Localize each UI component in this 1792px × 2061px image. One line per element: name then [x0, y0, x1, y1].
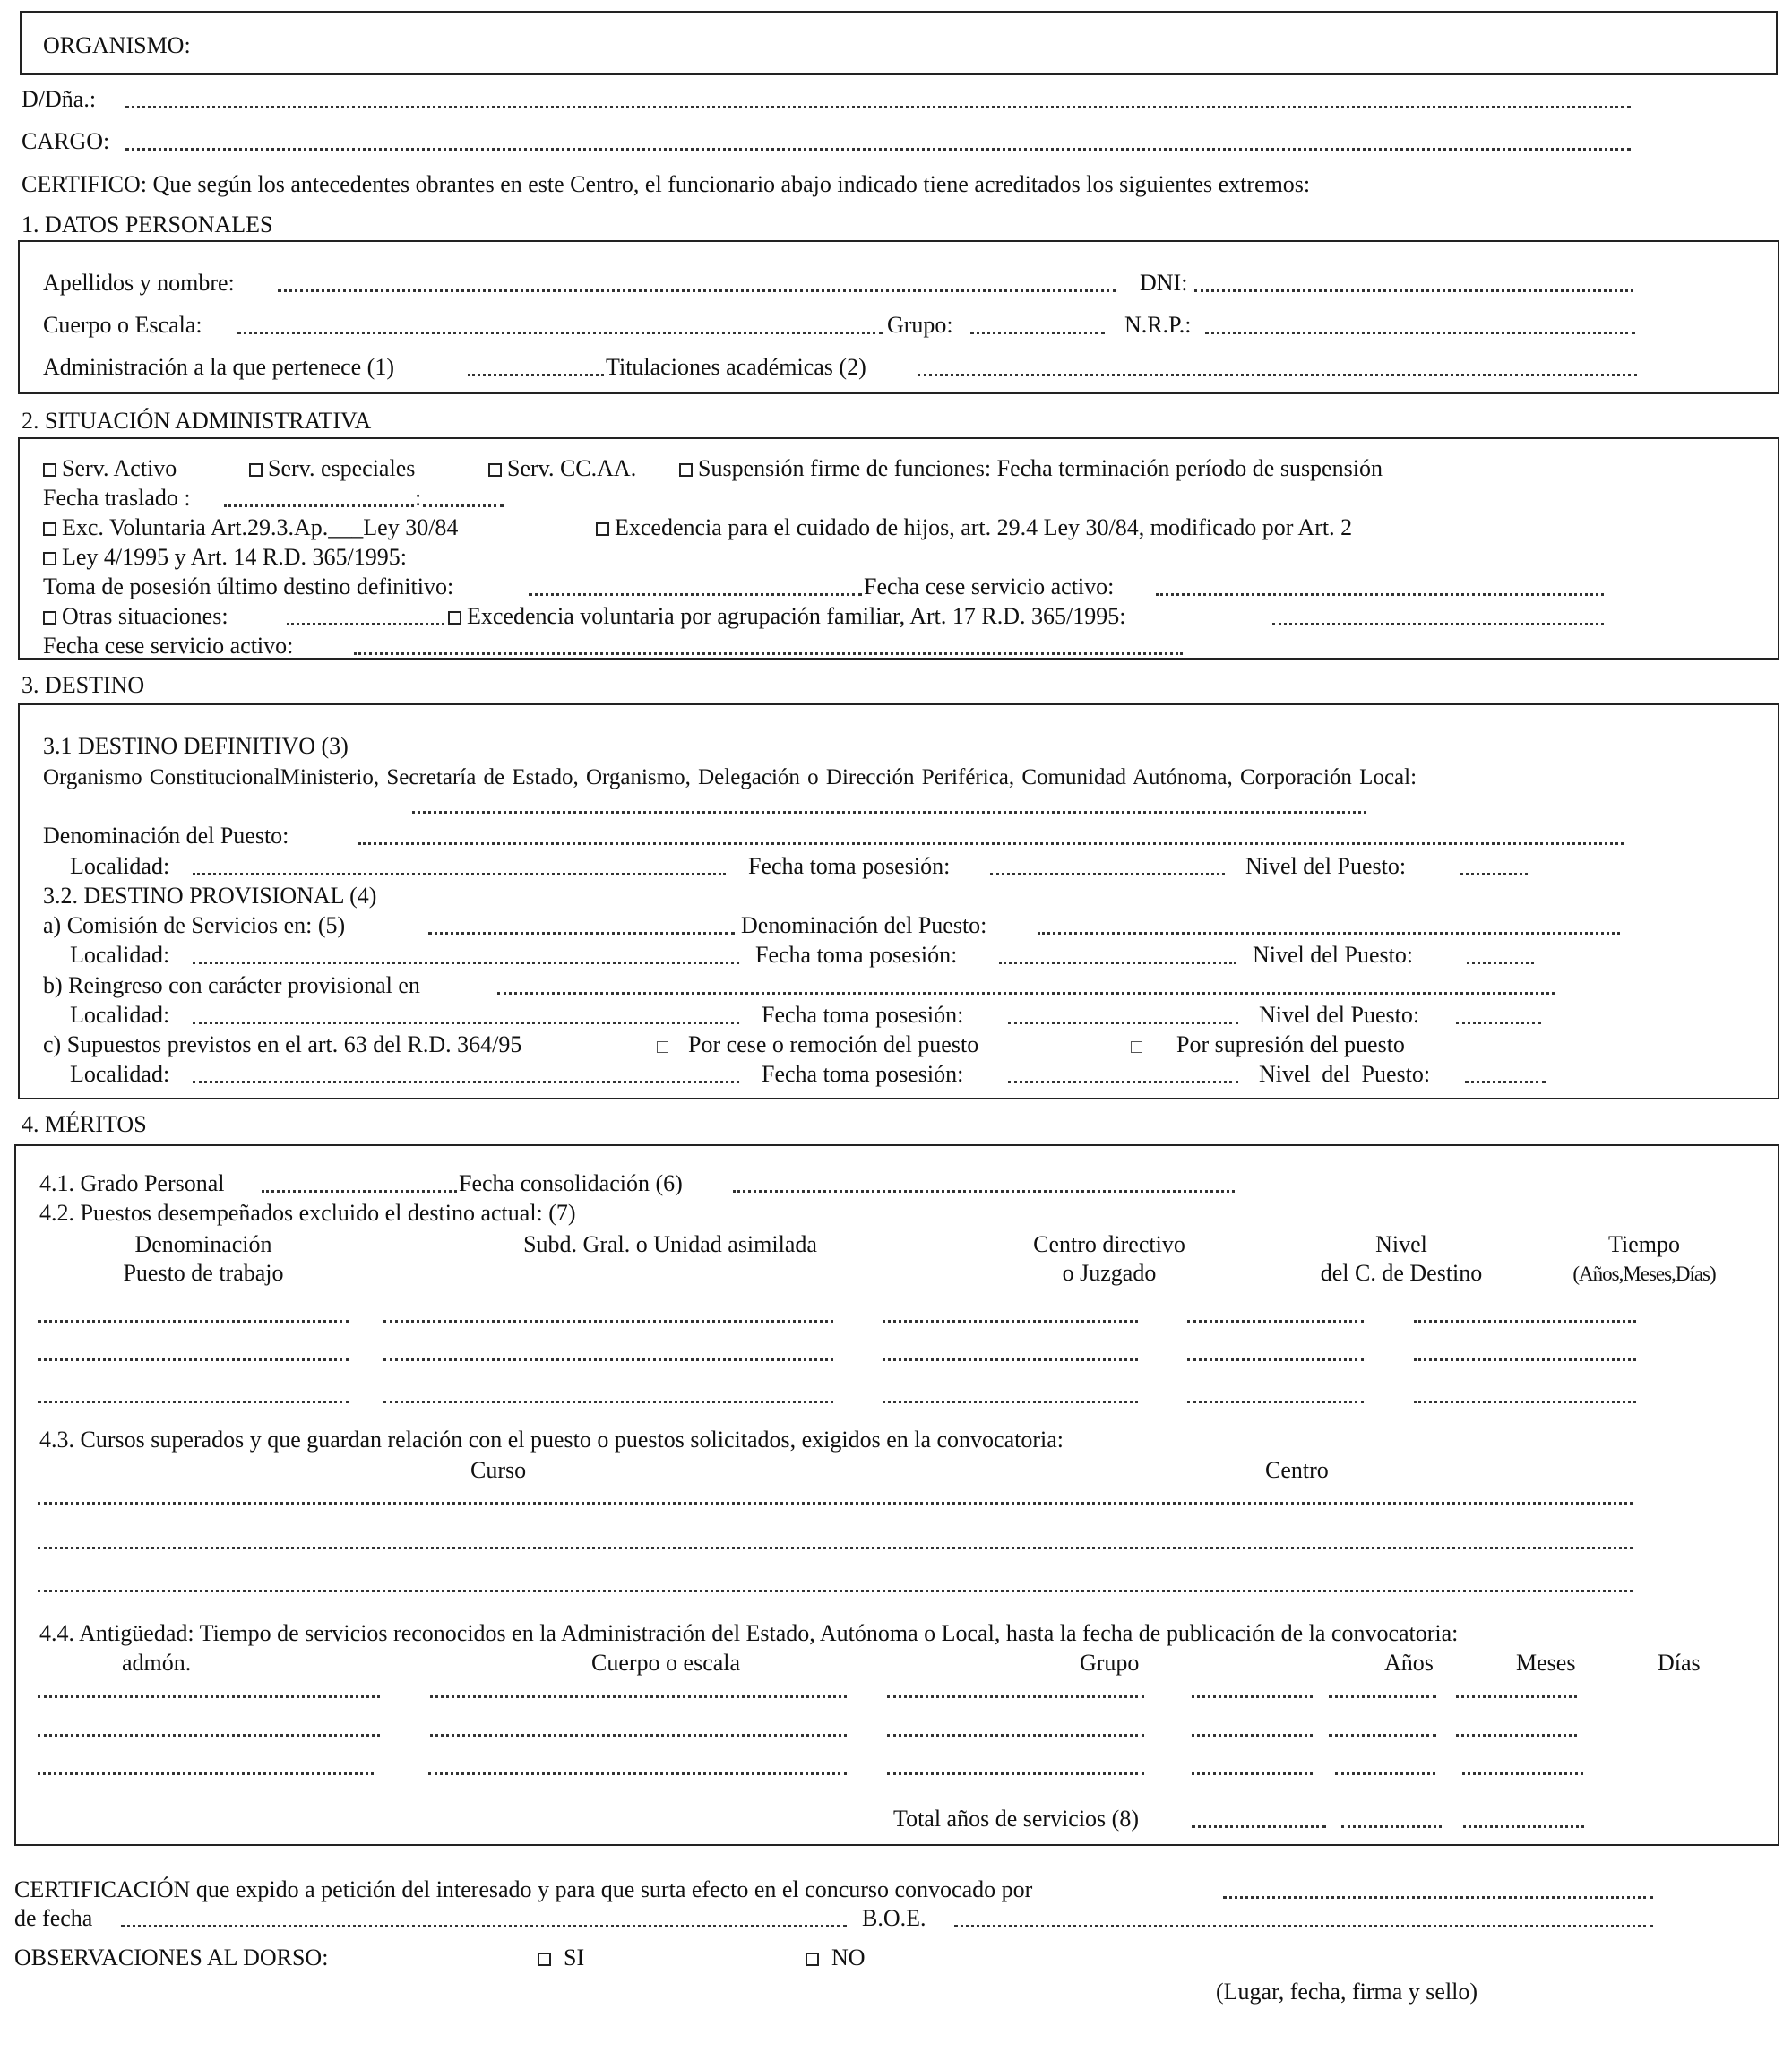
col-tiempo-1: Tiempo — [1608, 1231, 1680, 1257]
antiguedad-row-2-grupo[interactable] — [887, 1734, 1144, 1737]
puestos-row-2-nivel[interactable] — [1187, 1358, 1364, 1361]
otras-item — [43, 605, 228, 628]
fecha-traslado-field-1[interactable] — [224, 504, 414, 507]
denominacion-field[interactable] — [358, 842, 1624, 845]
antiguedad-row-3-admon[interactable] — [38, 1772, 374, 1775]
por-cese-checkbox[interactable] — [657, 1041, 668, 1053]
no-label: NO — [831, 1945, 866, 1970]
por-supresion-checkbox[interactable] — [1131, 1041, 1142, 1053]
dias-header: Días — [1658, 1650, 1701, 1676]
puestos-row-2-denom[interactable] — [38, 1358, 349, 1361]
no-checkbox[interactable] — [806, 1953, 819, 1966]
puestos-row-1-tiempo[interactable] — [1414, 1320, 1636, 1323]
exc-voluntaria-item — [43, 516, 458, 539]
supuestos-fecha-toma-label: Fecha toma posesión: — [762, 1061, 964, 1087]
cursos-label: 4.3. Cursos superados y que guardan relación con el puesto o puestos solicitados, exigidos en la convocatoria: — [39, 1427, 1064, 1453]
fecha-cese-label: Fecha cese servicio activo: — [864, 573, 1115, 599]
dona-field[interactable] — [125, 106, 1631, 108]
puestos-row-2-tiempo[interactable] — [1414, 1358, 1636, 1361]
cursos-row-2[interactable] — [38, 1547, 1633, 1549]
agrupacion-checkbox[interactable] — [448, 611, 461, 625]
puestos-label: 4.2. Puestos desempeñados excluido el destino actual: (7) — [39, 1200, 576, 1226]
ley-4-1995-item — [43, 546, 407, 569]
excedencia-hijos-item — [596, 516, 1352, 539]
supuestos-label: c) Supuestos previstos en el art. 63 del R.D. 364/95 — [43, 1031, 522, 1057]
denominacion-label: Denominación del Puesto: — [43, 823, 289, 849]
dona-label: D/Dña.: — [22, 86, 97, 112]
antiguedad-row-2-admon[interactable] — [38, 1734, 380, 1737]
reingreso-label: b) Reingreso con carácter provisional en — [43, 972, 420, 998]
otras-label: Otras situaciones: — [62, 603, 228, 629]
fecha-cese2-field[interactable] — [354, 652, 1183, 655]
organismo-constitucional-field[interactable] — [412, 811, 1366, 814]
antiguedad-row-2-meses[interactable] — [1329, 1734, 1436, 1737]
observaciones-label: OBSERVACIONES AL DORSO: — [14, 1945, 329, 1970]
fecha-cese-field[interactable] — [1156, 593, 1604, 596]
antiguedad-row-3-dias[interactable] — [1462, 1772, 1583, 1775]
reingreso-fecha-toma-field[interactable] — [1008, 1022, 1238, 1024]
section-3-title: 3. DESTINO — [22, 672, 145, 698]
excedencia-hijos-checkbox[interactable] — [596, 522, 609, 536]
grupo-label: Grupo: — [887, 312, 953, 338]
reingreso-localidad-label: Localidad: — [70, 1002, 170, 1028]
def-nivel-field[interactable] — [1460, 873, 1528, 875]
col-nivel-1: Nivel — [1375, 1231, 1427, 1257]
organismo-label: ORGANISMO: — [43, 32, 191, 58]
antiguedad-row-3-cuerpo[interactable] — [428, 1772, 847, 1775]
agrupacion-item — [448, 605, 1125, 628]
toma-posesion-field[interactable] — [529, 593, 862, 596]
supuestos-localidad-label: Localidad: — [70, 1061, 170, 1087]
col-denominacion-2: Puesto de trabajo — [123, 1260, 284, 1286]
reingreso-localidad-field[interactable] — [193, 1022, 739, 1024]
no-item — [806, 1946, 866, 1970]
comision-denominacion-label: Denominación del Puesto: — [741, 912, 987, 938]
anos-header: Años — [1384, 1650, 1434, 1676]
otras-field[interactable] — [287, 623, 444, 625]
exc-voluntaria-checkbox[interactable] — [43, 522, 56, 536]
otras-checkbox[interactable] — [43, 611, 56, 625]
dni-label: DNI: — [1140, 270, 1188, 296]
situacion-row-1 — [43, 457, 177, 480]
boe-field[interactable] — [954, 1925, 1653, 1927]
firma-label: (Lugar, fecha, firma y sello) — [1216, 1979, 1478, 2005]
fecha-traslado-field-2[interactable] — [423, 504, 504, 507]
de-fecha-field[interactable] — [121, 1925, 847, 1927]
comision-nivel-label: Nivel del Puesto: — [1253, 942, 1414, 968]
antiguedad-label: 4.4. Antigüedad: Tiempo de servicios reconocidos en la Administración del Estado, Autónoma o Local, hasta la fecha de publicación de la convocatoria: — [39, 1620, 1459, 1646]
supuestos-nivel-label: Nivel del Puesto: — [1259, 1061, 1431, 1087]
si-checkbox[interactable] — [538, 1953, 551, 1966]
cuerpo-field[interactable] — [237, 332, 883, 334]
por-supresion-item — [1131, 1033, 1405, 1056]
antiguedad-row-1-admon[interactable] — [38, 1695, 380, 1698]
total-meses-field[interactable] — [1341, 1825, 1442, 1828]
titulaciones-label: Titulaciones académicas (2) — [606, 354, 866, 380]
de-fecha-label: de fecha — [14, 1905, 93, 1931]
def-fecha-toma-field[interactable] — [990, 873, 1225, 875]
cargo-label: CARGO: — [22, 128, 110, 154]
puestos-row-3-tiempo[interactable] — [1414, 1401, 1636, 1403]
serv-especiales-checkbox[interactable] — [249, 463, 263, 477]
col-tiempo-2: (Años,Meses,Días) — [1572, 1263, 1716, 1285]
section-4-title: 4. MÉRITOS — [22, 1111, 147, 1137]
serv-ccaa-item — [488, 457, 636, 480]
cargo-field[interactable] — [125, 148, 1631, 151]
antiguedad-row-1-grupo[interactable] — [887, 1695, 1144, 1698]
puestos-row-3-nivel[interactable] — [1187, 1401, 1364, 1403]
reingreso-nivel-label: Nivel del Puesto: — [1259, 1002, 1420, 1028]
section-1-title: 1. DATOS PERSONALES — [22, 211, 273, 237]
antiguedad-row-2-cuerpo[interactable] — [430, 1734, 847, 1737]
antiguedad-row-1-dias[interactable] — [1456, 1695, 1577, 1698]
excedencia-hijos-label: Excedencia para el cuidado de hijos, art. 29.4 Ley 30/84, modificado por Art. 2 — [615, 514, 1353, 540]
puestos-row-3-subd[interactable] — [383, 1401, 833, 1403]
agrupacion-field[interactable] — [1272, 623, 1604, 625]
por-cese-label: Por cese o remoción del puesto — [688, 1031, 979, 1057]
agrupacion-label: Excedencia voluntaria por agrupación familiar, Art. 17 R.D. 365/1995: — [467, 603, 1126, 629]
meses-header: Meses — [1516, 1650, 1576, 1676]
puestos-row-3-denom[interactable] — [38, 1401, 349, 1403]
destino-provisional-title: 3.2. DESTINO PROVISIONAL (4) — [43, 883, 377, 909]
antiguedad-row-1-cuerpo[interactable] — [430, 1695, 847, 1698]
grupo-header: Grupo — [1080, 1650, 1140, 1676]
curso-header: Curso — [470, 1457, 527, 1483]
total-dias-field[interactable] — [1463, 1825, 1584, 1828]
antiguedad-row-1-anos[interactable] — [1192, 1695, 1313, 1698]
comision-nivel-field[interactable] — [1467, 962, 1534, 964]
reingreso-field[interactable] — [497, 992, 1555, 995]
comision-fecha-toma-field[interactable] — [999, 962, 1236, 964]
grado-field[interactable] — [262, 1190, 457, 1193]
comision-localidad-label: Localidad: — [70, 942, 170, 968]
por-supresion-label: Por supresión del puesto — [1176, 1031, 1405, 1057]
supuestos-nivel-field[interactable] — [1465, 1081, 1546, 1083]
antiguedad-row-2-anos[interactable] — [1192, 1734, 1313, 1737]
serv-activo-label: Serv. Activo — [62, 455, 177, 481]
def-localidad-field[interactable] — [193, 873, 726, 875]
admon-header: admón. — [122, 1650, 192, 1676]
fecha-consolidacion-field[interactable] — [733, 1190, 1235, 1193]
reingreso-nivel-field[interactable] — [1456, 1022, 1541, 1024]
certificacion-text: CERTIFICACIÓN que expido a petición del interesado y para que surta efecto en el concurso convocado por — [14, 1876, 1033, 1902]
cuerpo-label: Cuerpo o Escala: — [43, 312, 202, 338]
antiguedad-row-3-anos[interactable] — [1192, 1772, 1313, 1775]
puestos-row-1-subd[interactable] — [383, 1320, 833, 1323]
fecha-consolidacion-label: Fecha consolidación (6) — [459, 1170, 683, 1196]
cursos-row-1[interactable] — [38, 1502, 1633, 1505]
col-centro-2: o Juzgado — [1062, 1260, 1157, 1286]
centro-header: Centro — [1265, 1457, 1329, 1483]
def-localidad-label: Localidad: — [70, 853, 170, 879]
comision-denominacion-field[interactable] — [1038, 932, 1620, 935]
toma-posesion-label: Toma de posesión último destino definitivo: — [43, 573, 454, 599]
suspension-checkbox[interactable] — [679, 463, 693, 477]
suspension-item — [679, 457, 1383, 480]
por-cese-item — [657, 1033, 978, 1056]
antiguedad-row-3-grupo[interactable] — [887, 1772, 1144, 1775]
cursos-row-3[interactable] — [38, 1590, 1633, 1592]
col-denominacion-1: Denominación — [134, 1231, 272, 1257]
puestos-row-2-subd[interactable] — [383, 1358, 833, 1361]
col-subd: Subd. Gral. o Unidad asimilada — [523, 1231, 817, 1257]
col-centro-1: Centro directivo — [1033, 1231, 1185, 1257]
titulaciones-field[interactable] — [918, 374, 1637, 376]
serv-ccaa-checkbox[interactable] — [488, 463, 502, 477]
convocado-por-field[interactable] — [1223, 1896, 1653, 1899]
exc-voluntaria-label: Exc. Voluntaria Art.29.3.Ap.___Ley 30/84 — [62, 514, 459, 540]
fecha-traslado-label: Fecha traslado : — [43, 485, 191, 511]
def-nivel-label: Nivel del Puesto: — [1245, 853, 1407, 879]
fecha-cese2-label: Fecha cese servicio activo: — [43, 633, 294, 659]
antiguedad-row-3-meses[interactable] — [1335, 1772, 1435, 1775]
comision-field[interactable] — [428, 932, 735, 935]
puestos-row-3-centro[interactable] — [883, 1401, 1138, 1403]
suspension-label: Suspensión firme de funciones: Fecha terminación período de suspensión — [698, 455, 1383, 481]
total-anos-field[interactable] — [1192, 1825, 1326, 1828]
certifico-text: CERTIFICO: Que según los antecedentes obrantes en este Centro, el funcionario abajo indicado tiene acreditados los siguientes extremos: — [22, 171, 1311, 197]
organismo-box — [20, 11, 1778, 75]
cuerpo-escala-header: Cuerpo o escala — [591, 1650, 741, 1676]
puestos-row-1-nivel[interactable] — [1187, 1320, 1364, 1323]
total-label: Total años de servicios (8) — [893, 1806, 1139, 1832]
supuestos-localidad-field[interactable] — [193, 1081, 739, 1083]
puestos-row-1-centro[interactable] — [883, 1320, 1138, 1323]
dni-field[interactable] — [1194, 289, 1633, 292]
comision-localidad-field[interactable] — [193, 962, 739, 964]
antiguedad-row-2-dias[interactable] — [1456, 1734, 1577, 1737]
admin-label: Administración a la que pertenece (1) — [43, 354, 394, 380]
antiguedad-row-1-meses[interactable] — [1329, 1695, 1436, 1698]
supuestos-fecha-toma-field[interactable] — [1008, 1081, 1238, 1083]
comision-fecha-toma-label: Fecha toma posesión: — [755, 942, 958, 968]
comision-label: a) Comisión de Servicios en: (5) — [43, 912, 346, 938]
serv-ccaa-label: Serv. CC.AA. — [507, 455, 637, 481]
reingreso-fecha-toma-label: Fecha toma posesión: — [762, 1002, 964, 1028]
organismo-constitucional-label: Organismo ConstitucionalMinisterio, Secretaría de Estado, Organismo, Delegación o Dirección Periférica, Comunidad Autónoma, Corporación Local: — [43, 765, 1417, 789]
boe-label: B.O.E. — [862, 1905, 926, 1931]
section-4-box — [14, 1144, 1779, 1846]
si-label: SI — [564, 1945, 585, 1970]
def-fecha-toma-label: Fecha toma posesión: — [748, 853, 951, 879]
section-2-title: 2. SITUACIÓN ADMINISTRATIVA — [22, 408, 372, 434]
grupo-field[interactable] — [970, 332, 1105, 334]
si-item — [538, 1946, 584, 1970]
serv-especiales-item — [249, 457, 415, 480]
fecha-traslado-sep: : — [415, 485, 422, 511]
serv-especiales-label: Serv. especiales — [268, 455, 416, 481]
puestos-row-2-centro[interactable] — [883, 1358, 1138, 1361]
col-nivel-2: del C. de Destino — [1320, 1260, 1483, 1286]
nrp-field[interactable] — [1205, 332, 1635, 334]
destino-definitivo-title: 3.1 DESTINO DEFINITIVO (3) — [43, 733, 349, 759]
ley-4-1995-checkbox[interactable] — [43, 552, 56, 565]
nrp-label: N.R.P.: — [1124, 312, 1192, 338]
apellidos-label: Apellidos y nombre: — [43, 270, 235, 296]
grado-label: 4.1. Grado Personal — [39, 1170, 225, 1196]
serv-activo-checkbox[interactable] — [43, 463, 56, 477]
admin-field[interactable] — [468, 374, 604, 376]
puestos-row-1-denom[interactable] — [38, 1320, 349, 1323]
ley-4-1995-label: Ley 4/1995 y Art. 14 R.D. 365/1995: — [62, 544, 407, 570]
apellidos-field[interactable] — [278, 289, 1116, 292]
